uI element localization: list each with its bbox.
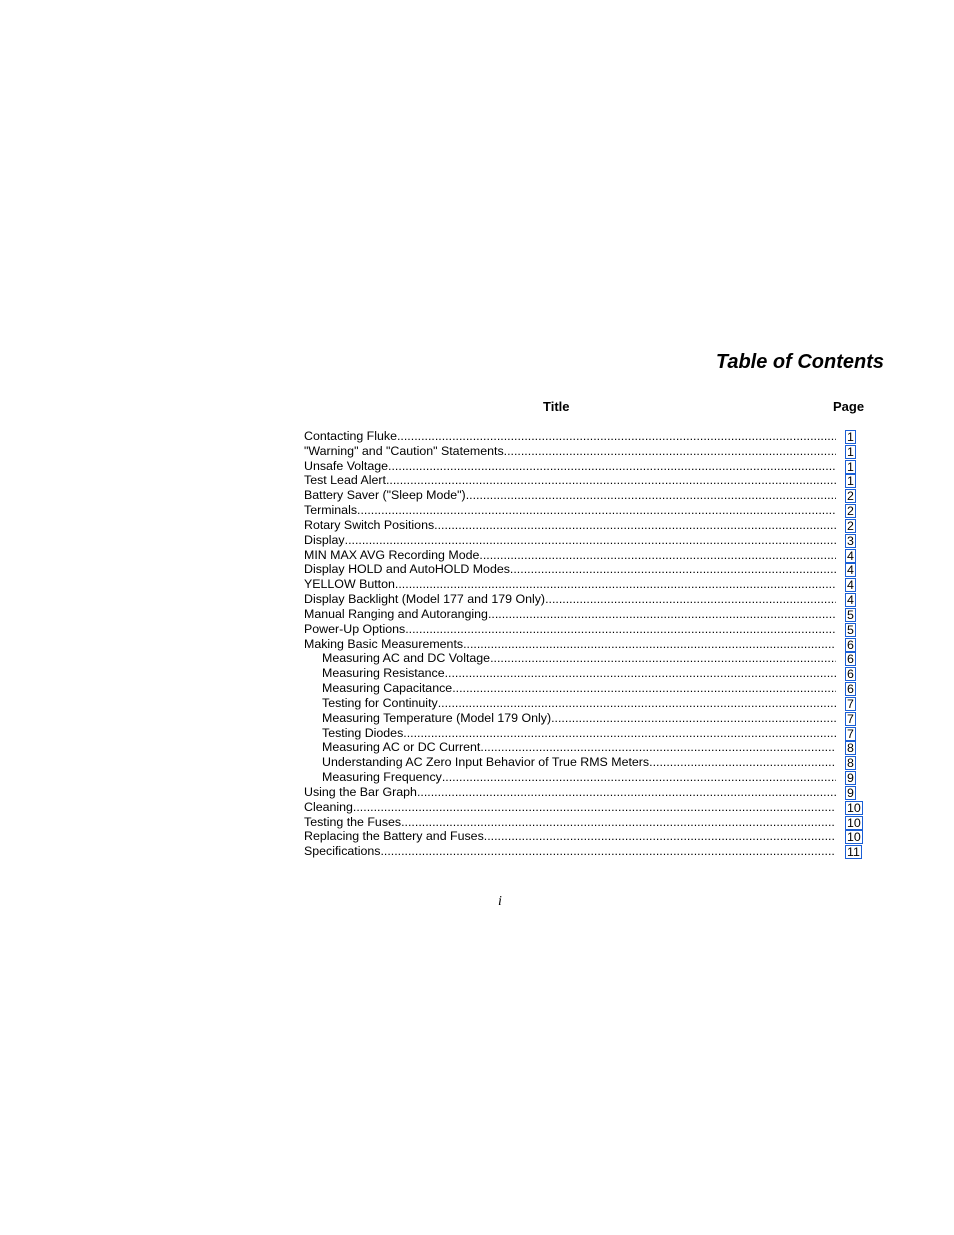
toc-entry-title-area [304, 637, 836, 652]
toc-entry-label: Understanding AC Zero Input Behavior of True RMS Meters [322, 755, 650, 770]
toc-entry[interactable] [304, 473, 864, 488]
toc-entry-title-area [304, 844, 836, 859]
toc-entry-page-link[interactable]: 2 [847, 518, 854, 533]
toc-entry[interactable] [304, 429, 864, 444]
dot-leader [380, 844, 836, 859]
dot-leader [345, 533, 836, 548]
dot-leader [466, 488, 836, 503]
toc-entry-label: Terminals [304, 503, 358, 518]
dot-leader [510, 562, 836, 577]
toc-entry-title-area [304, 459, 836, 474]
dot-leader [353, 800, 836, 815]
toc-entry-page-link[interactable]: 6 [847, 682, 854, 697]
dot-leader [463, 637, 836, 652]
toc-entry-title-area [304, 622, 836, 637]
toc-entry-label: Replacing the Battery and Fuses [304, 829, 484, 844]
dot-leader [434, 518, 836, 533]
toc-entry-title-area [322, 666, 836, 681]
toc-entry-label: Cleaning [304, 799, 353, 814]
toc-entry[interactable] [304, 488, 864, 503]
toc-entry-page-link[interactable]: 10 [847, 830, 861, 845]
toc-entry[interactable] [304, 829, 864, 844]
dot-leader [480, 740, 836, 755]
toc-entry[interactable] [304, 622, 864, 637]
toc-entry[interactable] [304, 503, 864, 518]
toc-entry-title-area [322, 740, 836, 755]
toc-entry-label: Display Backlight (Model 177 and 179 Only) [304, 592, 546, 607]
toc-entry-label: Rotary Switch Positions [304, 517, 435, 532]
toc-entry[interactable] [304, 711, 864, 726]
toc-entry-page-link[interactable]: 1 [847, 459, 854, 474]
toc-entry[interactable] [304, 533, 864, 548]
dot-leader [445, 666, 836, 681]
toc-entry-label: YELLOW Button [304, 577, 395, 592]
dot-leader [401, 815, 836, 830]
toc-entry-label: Making Basic Measurements [304, 636, 464, 651]
toc-entry-page-link[interactable]: 5 [847, 607, 854, 622]
toc-entry[interactable] [304, 681, 864, 696]
toc-entry-page-link[interactable]: 10 [847, 800, 861, 815]
toc-entry-page-link[interactable]: 3 [847, 533, 854, 548]
toc-entry-label: Contacting Fluke [304, 429, 397, 443]
toc-entry-title-area [304, 815, 836, 830]
toc-entry-page-link[interactable]: 1 [847, 444, 854, 459]
toc-entry-page-link[interactable]: 9 [847, 785, 854, 800]
toc-entry-title-area [304, 518, 836, 533]
toc-entry-title-area [304, 592, 836, 607]
toc-entry-page-link[interactable]: 7 [847, 696, 854, 711]
toc-entry-label: Test Lead Alert [304, 473, 386, 488]
toc-entry-label: Measuring AC or DC Current [322, 740, 481, 755]
dot-leader [484, 829, 836, 844]
toc-entry-label: Measuring Frequency [322, 770, 442, 785]
toc-entry-label: "Warning" and "Caution" Statements [304, 443, 504, 458]
toc-entry-label: Power-Up Options [304, 621, 406, 636]
toc-entry[interactable] [304, 548, 864, 563]
toc-entry-title-area [322, 651, 836, 666]
dot-leader [386, 473, 836, 488]
toc-entry-label: Specifications [304, 844, 381, 859]
dot-leader [490, 651, 836, 666]
toc-entry-title-area [304, 473, 836, 488]
toc-entry[interactable] [304, 651, 864, 666]
toc-entry-title-area [304, 829, 836, 844]
toc-entry-label: Testing for Continuity [322, 695, 438, 710]
toc-entry[interactable] [304, 518, 864, 533]
toc-heading: Table of Contents [715, 351, 884, 373]
dot-leader [504, 444, 836, 459]
toc-entry-page-link[interactable]: 6 [847, 667, 854, 682]
dot-leader [357, 503, 836, 518]
toc-entry-label: MIN MAX AVG Recording Mode [304, 547, 480, 562]
toc-entry-title-area [322, 681, 836, 696]
toc-entry[interactable] [304, 726, 864, 741]
toc-entry-page-link[interactable]: 11 [847, 845, 860, 860]
dot-leader [417, 785, 836, 800]
toc-entry-title-area [322, 770, 836, 785]
dot-leader [405, 622, 836, 637]
toc-entry-page-link[interactable]: 7 [847, 726, 854, 741]
toc-entry-label: Measuring Resistance [322, 666, 445, 681]
toc-entry-title-area [322, 711, 836, 726]
toc-entry[interactable] [304, 444, 864, 459]
toc-entry[interactable] [304, 740, 864, 755]
toc-entry-label: Measuring Capacitance [322, 681, 453, 696]
toc-entry[interactable] [304, 696, 864, 711]
toc-entry-page-link[interactable]: 4 [847, 593, 854, 608]
toc-entry-page-link[interactable]: 4 [847, 563, 854, 578]
toc-entry-title-area [304, 429, 836, 444]
column-title-header: Title [543, 399, 570, 414]
column-page-header: Page [833, 399, 865, 414]
toc-entry[interactable] [304, 562, 864, 577]
toc-entry-page-link[interactable]: 6 [847, 637, 854, 652]
toc-list [304, 429, 864, 859]
toc-entry-page-link[interactable]: 8 [847, 756, 854, 771]
toc-entry[interactable] [304, 607, 864, 622]
dot-leader [488, 607, 836, 622]
toc-entry-title-area [304, 800, 836, 815]
toc-entry-label: Measuring Temperature (Model 179 Only) [322, 710, 552, 725]
dot-leader [395, 577, 836, 592]
toc-entry-page-link[interactable]: 2 [847, 489, 854, 504]
toc-entry[interactable] [304, 815, 864, 830]
toc-entry-title-area [304, 785, 836, 800]
toc-entry-label: Display HOLD and AutoHOLD Modes [304, 562, 510, 577]
toc-entry[interactable] [304, 577, 864, 592]
toc-entry-title-area [322, 755, 836, 770]
toc-entry-page-link[interactable]: 9 [847, 771, 854, 786]
toc-entry-page-link[interactable]: 4 [847, 578, 854, 593]
toc-entry-label: Measuring AC and DC Voltage [322, 651, 491, 666]
toc-entry-page-link[interactable]: 8 [847, 741, 854, 756]
toc-entry-title-area [304, 533, 836, 548]
dot-leader [442, 770, 836, 785]
dot-leader [438, 696, 836, 711]
toc-entry[interactable] [304, 770, 864, 785]
dot-leader [649, 755, 836, 770]
toc-entry-title-area [304, 562, 836, 577]
toc-entry-page-link[interactable]: 7 [847, 711, 854, 726]
toc-entry-page-link[interactable]: 5 [847, 622, 854, 637]
toc-entry-page-link[interactable]: 2 [847, 504, 854, 519]
toc-entry-label: Battery Saver ("Sleep Mode") [304, 488, 466, 503]
toc-entry[interactable] [304, 844, 864, 859]
toc-entry[interactable] [304, 637, 864, 652]
toc-entry-title-area [304, 503, 836, 518]
toc-entry-title-area [304, 548, 836, 563]
toc-entry-title-area [304, 607, 836, 622]
toc-entry-label: Display [304, 532, 345, 547]
toc-entry-label: Testing Diodes [322, 725, 404, 740]
dot-leader [397, 429, 836, 444]
dot-leader [388, 459, 836, 474]
dot-leader [479, 548, 836, 563]
toc-entry-page-link[interactable]: 1 [847, 430, 854, 444]
toc-entry-title-area [304, 444, 836, 459]
dot-leader [545, 592, 836, 607]
dot-leader [403, 726, 836, 741]
toc-entry-page-link[interactable]: 6 [847, 652, 854, 667]
toc-entry[interactable] [304, 666, 864, 681]
toc-entry-page-link[interactable]: 10 [847, 815, 861, 830]
toc-entry[interactable] [304, 800, 864, 815]
toc-entry-title-area [304, 577, 836, 592]
toc-entry-page-link[interactable]: 4 [847, 548, 854, 563]
toc-entry-label: Unsafe Voltage [304, 458, 389, 473]
toc-entry[interactable] [304, 755, 864, 770]
toc-entry-title-area [304, 488, 836, 503]
toc-entry-title-area [322, 726, 836, 741]
toc-entry[interactable] [304, 459, 864, 474]
toc-entry-page-link[interactable]: 1 [847, 474, 854, 489]
toc-entry-label: Using the Bar Graph [304, 784, 417, 799]
toc-entry[interactable] [304, 785, 864, 800]
toc-entry-title-area [322, 696, 836, 711]
toc-entry-label: Manual Ranging and Autoranging [304, 606, 488, 621]
footer-page-number: i [498, 894, 502, 909]
toc-entry-label: Testing the Fuses [304, 814, 402, 829]
toc-entry[interactable] [304, 592, 864, 607]
dot-leader [551, 711, 836, 726]
dot-leader [452, 681, 836, 696]
